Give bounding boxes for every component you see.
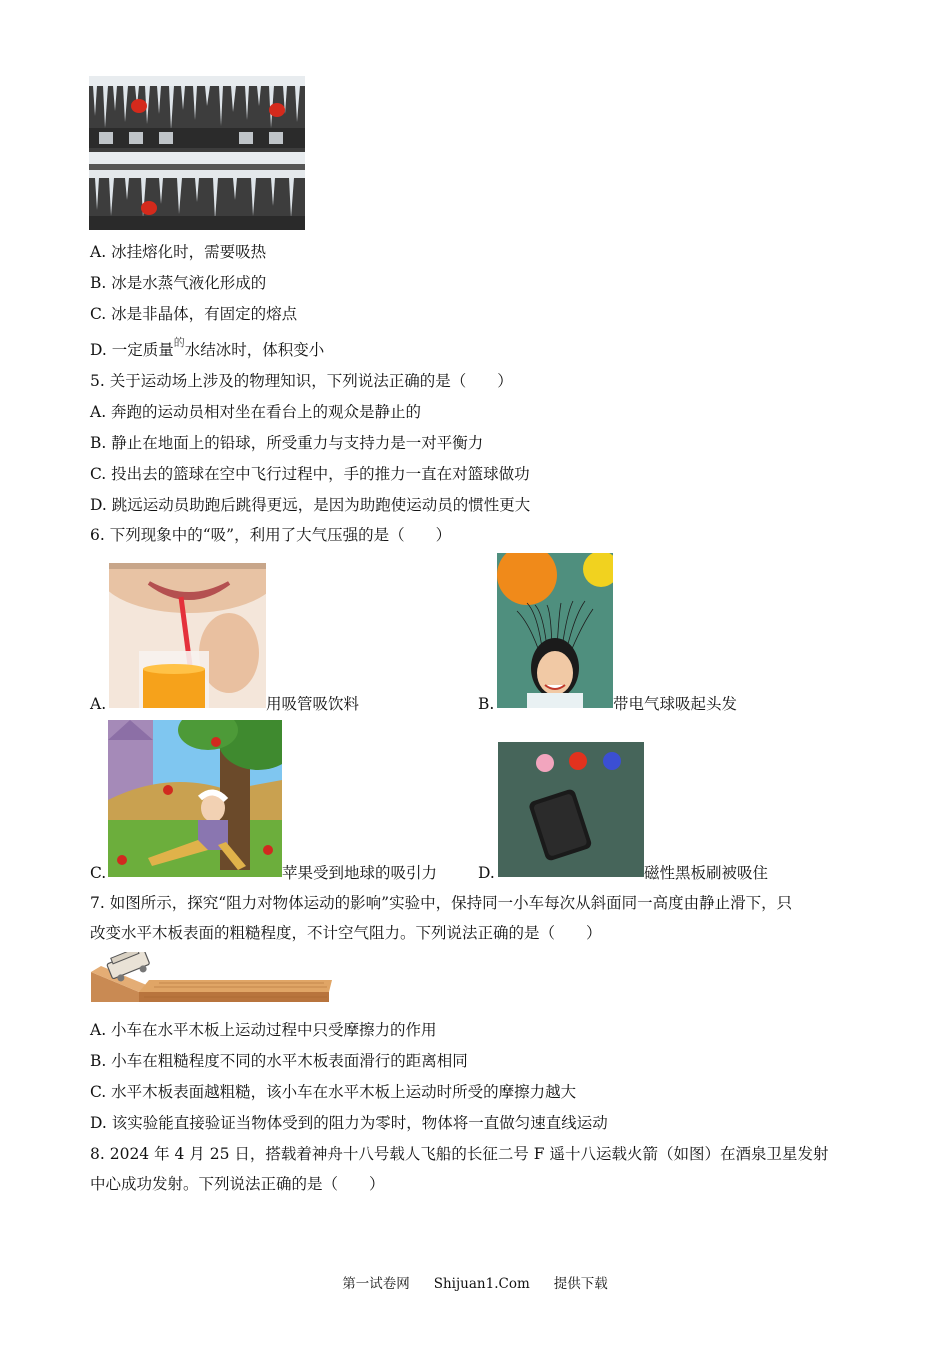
q5-stem: 5. 关于运动场上涉及的物理知识，下列说法正确的是（ ） — [90, 372, 513, 390]
q6-option-c-letter: C. — [90, 864, 107, 882]
q5-option-c: C. 投出去的篮球在空中飞行过程中，手的推力一直在对篮球做功 — [90, 465, 530, 483]
footer-suffix: 提供下载 — [553, 1276, 608, 1292]
q6-option-a-letter: A. — [90, 695, 107, 713]
q8-stem-line2: 中心成功发射。下列说法正确的是（ ） — [90, 1175, 385, 1193]
q6-stem: 6. 下列现象中的“吸”，利用了大气压强的是（ ） — [90, 526, 452, 544]
q8-stem-line1: 8. 2024 年 4 月 25 日，搭载着神舟十八号载人飞船的长征二号 F 遥十八运载火箭（如图）在酒泉卫星发射 — [90, 1145, 829, 1163]
q7-stem-line1: 7. 如图所示，探究“阻力对物体运动的影响”实验中，保持同一小车每次从斜面同一高度由静止滑下，只 — [90, 894, 793, 912]
newton-apple-image — [108, 720, 282, 877]
q7-option-c: C. 水平木板表面越粗糙，该小车在水平木板上运动时所受的摩擦力越大 — [90, 1083, 577, 1101]
q6-option-b-text: 带电气球吸起头发 — [613, 695, 738, 713]
q6-option-d-text: 磁性黑板刷被吸住 — [644, 864, 769, 882]
page-footer — [0, 1272, 950, 1292]
drinking-straw-image — [109, 563, 266, 708]
q5-option-b: B. 静止在地面上的铅球，所受重力与支持力是一对平衡力 — [90, 434, 484, 452]
q6-option-d-letter: D. — [478, 864, 495, 882]
q5-option-d: D. 跳远运动员助跑后跳得更远，是因为助跑使运动员的惯性更大 — [90, 496, 531, 514]
q6-option-a-text: 用吸管吸饮料 — [266, 695, 360, 713]
magnetic-eraser-image — [498, 742, 644, 877]
balloon-hair-image — [497, 553, 613, 708]
icicle-eaves-image — [89, 76, 305, 230]
footer-site-name: 第一试卷网 — [342, 1276, 410, 1292]
q4-option-c: C. 冰是非晶体，有固定的熔点 — [90, 305, 298, 323]
q4-option-a: A. 冰挂熔化时，需要吸热 — [90, 243, 267, 261]
q4-option-d: D. 一定质量$^的$水结冰时，体积变小 — [90, 336, 325, 359]
q7-option-d: D. 该实验能直接验证当物体受到的阻力为零时，物体将一直做匀速直线运动 — [90, 1114, 608, 1132]
q7-option-b: B. 小车在粗糙程度不同的水平木板表面滑行的距离相同 — [90, 1052, 468, 1070]
footer-domain: Shijuan1.Com — [433, 1276, 530, 1292]
q7-stem-line2: 改变水平木板表面的粗糙程度，不计空气阻力。下列说法正确的是（ ） — [90, 924, 602, 942]
q5-option-a: A. 奔跑的运动员相对坐在看台上的观众是静止的 — [90, 403, 422, 421]
incline-cart-image — [89, 952, 332, 1008]
q4-option-b: B. 冰是水蒸气液化形成的 — [90, 274, 267, 292]
q6-option-b-letter: B. — [478, 695, 495, 713]
q6-option-c-text: 苹果受到地球的吸引力 — [282, 864, 438, 882]
q7-option-a: A. 小车在水平木板上运动过程中只受摩擦力的作用 — [90, 1021, 437, 1039]
